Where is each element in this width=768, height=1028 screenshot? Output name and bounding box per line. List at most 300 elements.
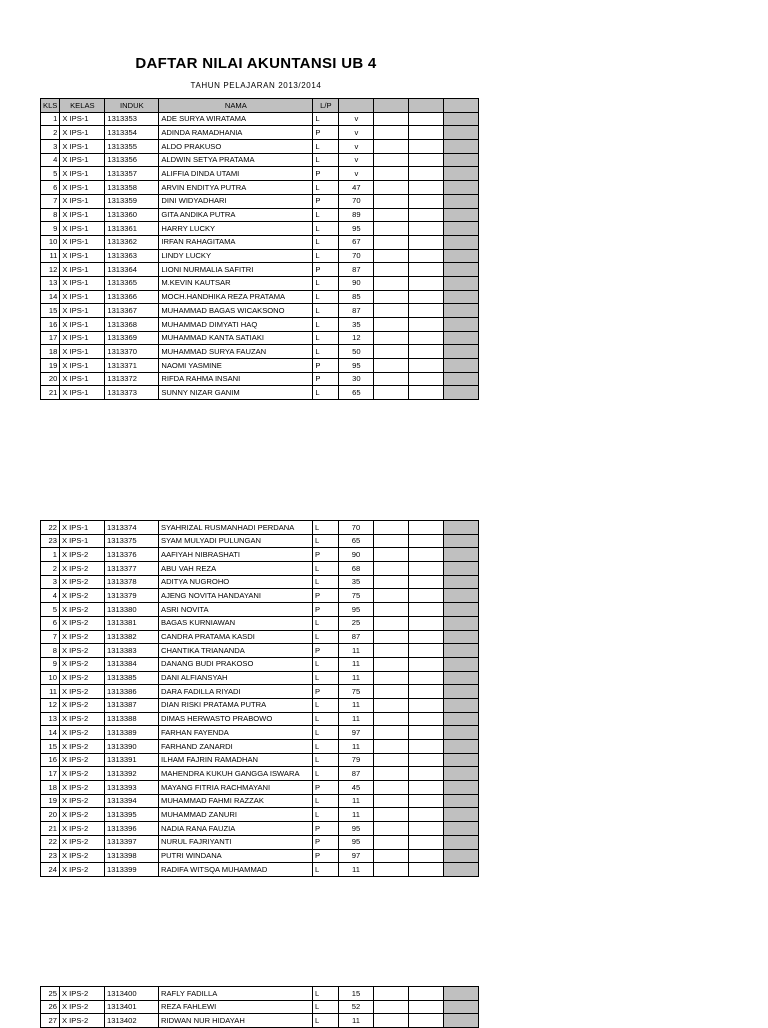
induk-cell: 1313389 <box>105 726 159 740</box>
empty-cell <box>444 386 479 400</box>
kls-cell: 26 <box>41 1000 60 1014</box>
induk-cell: 1313395 <box>105 808 159 822</box>
nilai-cell: 35 <box>339 575 374 589</box>
kelas-cell: X IPS-2 <box>60 781 105 795</box>
column-header <box>339 99 374 113</box>
empty-cell <box>409 276 444 290</box>
lp-cell: L <box>313 575 339 589</box>
table-row <box>41 235 479 249</box>
lp-cell: L <box>313 562 339 576</box>
induk-cell: 1313360 <box>105 208 159 222</box>
kelas-cell: X IPS-1 <box>60 263 105 277</box>
empty-cell <box>444 849 479 863</box>
induk-cell: 1313371 <box>105 359 159 373</box>
empty-cell <box>374 781 409 795</box>
empty-cell <box>409 603 444 617</box>
empty-cell <box>444 304 479 318</box>
kelas-cell: X IPS-1 <box>60 153 105 167</box>
empty-cell <box>444 740 479 754</box>
kelas-cell: X IPS-1 <box>60 112 105 126</box>
induk-cell: 1313375 <box>105 534 159 548</box>
table-row <box>41 767 479 781</box>
kls-cell: 17 <box>41 331 60 345</box>
nilai-cell: 11 <box>339 671 374 685</box>
lp-cell: L <box>313 630 339 644</box>
kelas-cell: X IPS-1 <box>60 372 105 386</box>
document-subtitle: TAHUN PELAJARAN 2013/2014 <box>190 81 322 90</box>
nilai-cell: 95 <box>339 359 374 373</box>
nama-cell: FARHAN FAYENDA <box>159 726 313 740</box>
nama-cell: MUHAMMAD FAHMI RAZZAK <box>159 794 313 808</box>
lp-cell: L <box>313 767 339 781</box>
lp-cell: P <box>313 548 339 562</box>
induk-cell: 1313394 <box>105 794 159 808</box>
nilai-cell: 11 <box>339 657 374 671</box>
empty-cell <box>374 644 409 658</box>
kelas-cell: X IPS-2 <box>60 603 105 617</box>
empty-cell <box>409 767 444 781</box>
nama-cell: AAFIYAH NIBRASHATI <box>159 548 313 562</box>
nama-cell: ALDO PRAKUSO <box>159 140 313 154</box>
empty-cell <box>444 616 479 630</box>
nilai-cell: 52 <box>339 1000 374 1014</box>
table-row <box>41 112 479 126</box>
empty-cell <box>444 167 479 181</box>
induk-cell: 1313354 <box>105 126 159 140</box>
nama-cell: MUHAMMAD DIMYATI HAQ <box>159 318 313 332</box>
empty-cell <box>374 726 409 740</box>
nilai-cell: 50 <box>339 345 374 359</box>
table-row <box>41 630 479 644</box>
kls-cell: 16 <box>41 318 60 332</box>
kelas-cell: X IPS-2 <box>60 671 105 685</box>
nama-cell: MOCH.HANDHIKA REZA PRATAMA <box>159 290 313 304</box>
kls-cell: 15 <box>41 740 60 754</box>
table-row <box>41 386 479 400</box>
empty-cell <box>374 331 409 345</box>
empty-cell <box>409 808 444 822</box>
kls-cell: 20 <box>41 372 60 386</box>
lp-cell: P <box>313 263 339 277</box>
column-header: NAMA <box>159 99 313 113</box>
empty-cell <box>444 822 479 836</box>
column-header <box>409 99 444 113</box>
kelas-cell: X IPS-2 <box>60 835 105 849</box>
induk-cell: 1313393 <box>105 781 159 795</box>
lp-cell: L <box>313 534 339 548</box>
nilai-cell: v <box>339 153 374 167</box>
table-row <box>41 167 479 181</box>
table-row <box>41 208 479 222</box>
nama-cell: ARVIN ENDITYA PUTRA <box>159 181 313 195</box>
nilai-cell: 11 <box>339 794 374 808</box>
induk-cell: 1313380 <box>105 603 159 617</box>
kls-cell: 18 <box>41 781 60 795</box>
nilai-cell: v <box>339 167 374 181</box>
table-row <box>41 345 479 359</box>
empty-cell <box>409 849 444 863</box>
table-row <box>41 534 479 548</box>
empty-cell <box>374 290 409 304</box>
nilai-cell: 11 <box>339 698 374 712</box>
table-row <box>41 1000 479 1014</box>
column-header <box>374 99 409 113</box>
lp-cell: L <box>313 657 339 671</box>
empty-cell <box>444 685 479 699</box>
lp-cell: P <box>313 589 339 603</box>
lp-cell: L <box>313 1014 339 1028</box>
empty-cell <box>444 276 479 290</box>
nilai-cell: 45 <box>339 781 374 795</box>
lp-cell: P <box>313 194 339 208</box>
induk-cell: 1313374 <box>105 521 159 535</box>
induk-cell: 1313392 <box>105 767 159 781</box>
empty-cell <box>409 562 444 576</box>
nama-cell: MUHAMMAD BAGAS WICAKSONO <box>159 304 313 318</box>
empty-cell <box>374 671 409 685</box>
kls-cell: 17 <box>41 767 60 781</box>
kelas-cell: X IPS-1 <box>60 181 105 195</box>
table-row <box>41 726 479 740</box>
empty-cell <box>409 372 444 386</box>
table-row <box>41 603 479 617</box>
induk-cell: 1313366 <box>105 290 159 304</box>
empty-cell <box>374 808 409 822</box>
induk-cell: 1313385 <box>105 671 159 685</box>
kls-cell: 4 <box>41 153 60 167</box>
empty-cell <box>409 222 444 236</box>
empty-cell <box>444 603 479 617</box>
kelas-cell: X IPS-2 <box>60 808 105 822</box>
empty-cell <box>409 781 444 795</box>
table-row <box>41 808 479 822</box>
nama-cell: RADIFA WITSQA MUHAMMAD <box>159 863 313 877</box>
empty-cell <box>444 863 479 877</box>
kls-cell: 12 <box>41 698 60 712</box>
empty-cell <box>444 808 479 822</box>
kelas-cell: X IPS-2 <box>60 753 105 767</box>
kls-cell: 16 <box>41 753 60 767</box>
nama-cell: RAFLY FADILLA <box>159 987 313 1001</box>
empty-cell <box>374 548 409 562</box>
nama-cell: CANDRA PRATAMA KASDI <box>159 630 313 644</box>
nama-cell: AJENG NOVITA HANDAYANI <box>159 589 313 603</box>
nama-cell: ADE SURYA WIRATAMA <box>159 112 313 126</box>
induk-cell: 1313364 <box>105 263 159 277</box>
nilai-cell: 90 <box>339 276 374 290</box>
kelas-cell: X IPS-2 <box>60 644 105 658</box>
table-row <box>41 644 479 658</box>
empty-cell <box>409 835 444 849</box>
lp-cell: L <box>313 616 339 630</box>
induk-cell: 1313376 <box>105 548 159 562</box>
empty-cell <box>374 753 409 767</box>
empty-cell <box>444 372 479 386</box>
kls-cell: 2 <box>41 126 60 140</box>
table-row <box>41 562 479 576</box>
empty-cell <box>444 644 479 658</box>
kelas-cell: X IPS-2 <box>60 1000 105 1014</box>
lp-cell: P <box>313 835 339 849</box>
empty-cell <box>409 208 444 222</box>
empty-cell <box>409 630 444 644</box>
lp-cell: L <box>313 249 339 263</box>
nilai-cell: 25 <box>339 616 374 630</box>
lp-cell: L <box>313 794 339 808</box>
nama-cell: REZA FAHLEWI <box>159 1000 313 1014</box>
nama-cell: MUHAMMAD KANTA SATIAKI <box>159 331 313 345</box>
empty-cell <box>374 630 409 644</box>
nama-cell: ILHAM FAJRIN RAMADHAN <box>159 753 313 767</box>
lp-cell: L <box>313 140 339 154</box>
nama-cell: ALIFFIA DINDA UTAMI <box>159 167 313 181</box>
kelas-cell: X IPS-2 <box>60 863 105 877</box>
document-title: DAFTAR NILAI AKUNTANSI UB 4 <box>135 55 377 72</box>
empty-cell <box>374 126 409 140</box>
nilai-cell: 15 <box>339 987 374 1001</box>
table-row <box>41 548 479 562</box>
induk-cell: 1313378 <box>105 575 159 589</box>
kelas-cell: X IPS-1 <box>60 194 105 208</box>
kelas-cell: X IPS-1 <box>60 534 105 548</box>
empty-cell <box>444 331 479 345</box>
kls-cell: 5 <box>41 167 60 181</box>
induk-cell: 1313398 <box>105 849 159 863</box>
nilai-cell: 95 <box>339 222 374 236</box>
empty-cell <box>374 521 409 535</box>
nilai-cell: 11 <box>339 740 374 754</box>
induk-cell: 1313363 <box>105 249 159 263</box>
nilai-cell: 75 <box>339 685 374 699</box>
empty-cell <box>409 235 444 249</box>
lp-cell: P <box>313 849 339 863</box>
empty-cell <box>444 794 479 808</box>
lp-cell: L <box>313 1000 339 1014</box>
kelas-cell: X IPS-2 <box>60 740 105 754</box>
nama-cell: M.KEVIN KAUTSAR <box>159 276 313 290</box>
nama-cell: MUHAMMAD ZANURI <box>159 808 313 822</box>
nilai-cell: 11 <box>339 1014 374 1028</box>
kelas-cell: X IPS-2 <box>60 589 105 603</box>
table-row <box>41 359 479 373</box>
nilai-cell: 12 <box>339 331 374 345</box>
empty-cell <box>444 359 479 373</box>
nama-cell: DINI WIDYADHARI <box>159 194 313 208</box>
kelas-cell: X IPS-2 <box>60 575 105 589</box>
empty-cell <box>374 767 409 781</box>
induk-cell: 1313390 <box>105 740 159 754</box>
table-row <box>41 521 479 535</box>
empty-cell <box>444 781 479 795</box>
induk-cell: 1313399 <box>105 863 159 877</box>
table-row <box>41 276 479 290</box>
empty-cell <box>374 235 409 249</box>
kelas-cell: X IPS-2 <box>60 548 105 562</box>
kls-cell: 19 <box>41 359 60 373</box>
empty-cell <box>409 290 444 304</box>
empty-cell <box>444 589 479 603</box>
nama-cell: SYAHRIZAL RUSMANHADI PERDANA <box>159 521 313 535</box>
empty-cell <box>409 698 444 712</box>
nilai-cell: 11 <box>339 644 374 658</box>
nilai-cell: v <box>339 126 374 140</box>
kelas-cell: X IPS-2 <box>60 849 105 863</box>
empty-cell <box>374 140 409 154</box>
lp-cell: L <box>313 753 339 767</box>
nilai-cell: v <box>339 140 374 154</box>
kelas-cell: X IPS-1 <box>60 126 105 140</box>
empty-cell <box>444 521 479 535</box>
empty-cell <box>409 1014 444 1028</box>
kls-cell: 13 <box>41 712 60 726</box>
lp-cell: L <box>313 345 339 359</box>
nilai-cell: 79 <box>339 753 374 767</box>
kelas-cell: X IPS-1 <box>60 345 105 359</box>
empty-cell <box>374 359 409 373</box>
empty-cell <box>409 534 444 548</box>
empty-cell <box>444 153 479 167</box>
nama-cell: MAHENDRA KUKUH GANGGA ISWARA <box>159 767 313 781</box>
empty-cell <box>409 318 444 332</box>
kls-cell: 27 <box>41 1014 60 1028</box>
kls-cell: 9 <box>41 222 60 236</box>
lp-cell: L <box>313 331 339 345</box>
induk-cell: 1313355 <box>105 140 159 154</box>
empty-cell <box>444 562 479 576</box>
kelas-cell: X IPS-2 <box>60 822 105 836</box>
empty-cell <box>409 589 444 603</box>
kelas-cell: X IPS-2 <box>60 767 105 781</box>
table-row <box>41 671 479 685</box>
kelas-cell: X IPS-1 <box>60 222 105 236</box>
kls-cell: 10 <box>41 671 60 685</box>
induk-cell: 1313388 <box>105 712 159 726</box>
column-header: KELAS <box>60 99 105 113</box>
empty-cell <box>444 249 479 263</box>
nilai-cell: 87 <box>339 630 374 644</box>
induk-cell: 1313356 <box>105 153 159 167</box>
kls-cell: 13 <box>41 276 60 290</box>
empty-cell <box>374 740 409 754</box>
table-row <box>41 331 479 345</box>
kelas-cell: X IPS-2 <box>60 562 105 576</box>
empty-cell <box>374 657 409 671</box>
nilai-cell: 70 <box>339 521 374 535</box>
empty-cell <box>374 304 409 318</box>
kelas-cell: X IPS-1 <box>60 208 105 222</box>
lp-cell: L <box>313 726 339 740</box>
kls-cell: 2 <box>41 562 60 576</box>
kls-cell: 23 <box>41 849 60 863</box>
lp-cell: P <box>313 603 339 617</box>
empty-cell <box>409 386 444 400</box>
nilai-cell: 11 <box>339 712 374 726</box>
nama-cell: RIDWAN NUR HIDAYAH <box>159 1014 313 1028</box>
column-header <box>444 99 479 113</box>
empty-cell <box>374 849 409 863</box>
kls-cell: 21 <box>41 822 60 836</box>
induk-cell: 1313377 <box>105 562 159 576</box>
induk-cell: 1313369 <box>105 331 159 345</box>
kls-cell: 11 <box>41 685 60 699</box>
lp-cell: P <box>313 167 339 181</box>
kelas-cell: X IPS-2 <box>60 685 105 699</box>
empty-cell <box>374 1000 409 1014</box>
table-row <box>41 318 479 332</box>
kls-cell: 6 <box>41 616 60 630</box>
induk-cell: 1313370 <box>105 345 159 359</box>
nilai-cell: 95 <box>339 822 374 836</box>
kelas-cell: X IPS-1 <box>60 304 105 318</box>
kls-cell: 24 <box>41 863 60 877</box>
induk-cell: 1313367 <box>105 304 159 318</box>
table-row <box>41 589 479 603</box>
kls-cell: 7 <box>41 194 60 208</box>
nilai-cell: 85 <box>339 290 374 304</box>
lp-cell: L <box>313 276 339 290</box>
nama-cell: MAYANG FITRIA RACHMAYANI <box>159 781 313 795</box>
nama-cell: ADITYA NUGROHO <box>159 575 313 589</box>
kls-cell: 9 <box>41 657 60 671</box>
kelas-cell: X IPS-2 <box>60 616 105 630</box>
kls-cell: 19 <box>41 794 60 808</box>
lp-cell: L <box>313 222 339 236</box>
nilai-cell: 11 <box>339 863 374 877</box>
kelas-cell: X IPS-1 <box>60 235 105 249</box>
empty-cell <box>444 126 479 140</box>
grade-table-block-3 <box>40 986 479 1028</box>
empty-cell <box>374 822 409 836</box>
nama-cell: CHANTIKA TRIANANDA <box>159 644 313 658</box>
empty-cell <box>374 372 409 386</box>
empty-cell <box>409 616 444 630</box>
empty-cell <box>444 534 479 548</box>
table-row <box>41 304 479 318</box>
induk-cell: 1313373 <box>105 386 159 400</box>
induk-cell: 1313365 <box>105 276 159 290</box>
nama-cell: MUHAMMAD SURYA FAUZAN <box>159 345 313 359</box>
nilai-cell: 47 <box>339 181 374 195</box>
kelas-cell: X IPS-1 <box>60 318 105 332</box>
lp-cell: L <box>313 304 339 318</box>
empty-cell <box>444 263 479 277</box>
empty-cell <box>444 657 479 671</box>
empty-cell <box>374 263 409 277</box>
table-row <box>41 657 479 671</box>
induk-cell: 1313379 <box>105 589 159 603</box>
kls-cell: 12 <box>41 263 60 277</box>
kelas-cell: X IPS-2 <box>60 726 105 740</box>
nama-cell: NAOMI YASMINE <box>159 359 313 373</box>
nilai-cell: 70 <box>339 249 374 263</box>
induk-cell: 1313358 <box>105 181 159 195</box>
empty-cell <box>409 863 444 877</box>
lp-cell: P <box>313 372 339 386</box>
table-row <box>41 712 479 726</box>
empty-cell <box>409 548 444 562</box>
nama-cell: RIFDA RAHMA INSANI <box>159 372 313 386</box>
nama-cell: ASRI NOVITA <box>159 603 313 617</box>
kls-cell: 25 <box>41 987 60 1001</box>
grade-table-block-2 <box>40 520 479 877</box>
kls-cell: 6 <box>41 181 60 195</box>
empty-cell <box>409 575 444 589</box>
nama-cell: HARRY LUCKY <box>159 222 313 236</box>
induk-cell: 1313401 <box>105 1000 159 1014</box>
table-row <box>41 822 479 836</box>
empty-cell <box>374 222 409 236</box>
kelas-cell: X IPS-1 <box>60 290 105 304</box>
